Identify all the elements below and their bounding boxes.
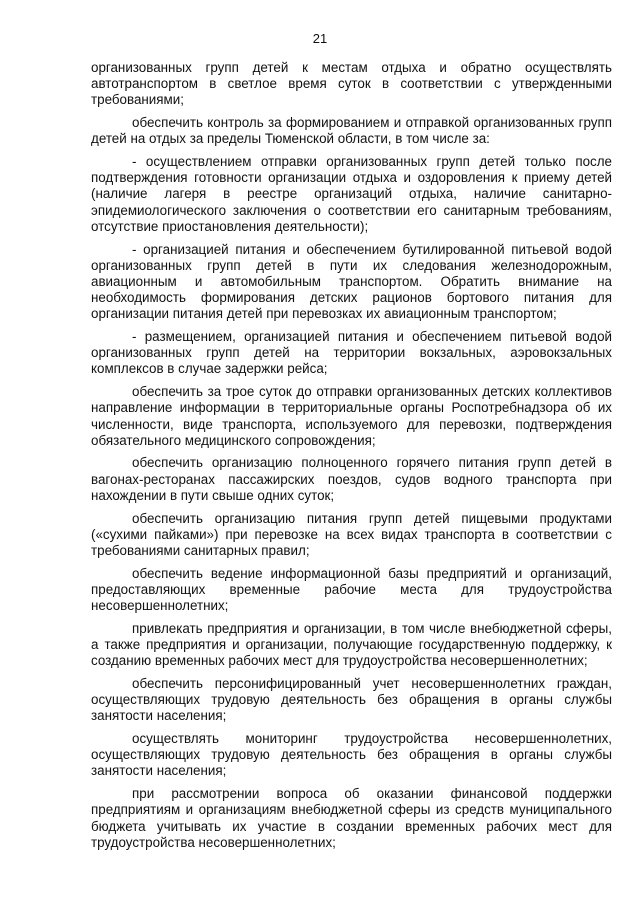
list-item: - размещением, организацией питания и обеспечением питьевой водой организованных групп детей на территории вокзальных, аэровокзальных комплексов в случае задержки рейса; [91,329,612,377]
paragraph: обеспечить организацию питания групп детей пищевыми продуктами («сухими пайками») при перевозке на всех видах транспорта в соответствии с требованиями санитарных правил; [91,510,612,558]
paragraph: обеспечить персонифицированный учет несовершеннолетних граждан, осуществляющих трудовую деятельность без обращения в органы службы занятости населения; [91,675,612,724]
paragraph: привлекать предприятия и организации, в том числе внебюджетной сферы, а также предприятия и организации, получающие государственную поддержку, к созданию временных рабочих мест для трудоустройства несовершеннолетних; [91,620,612,669]
paragraph: обеспечить организацию полноценного горячего питания групп детей в вагонах-ресторанах пассажирских поездов, судов водного транспорта при нахождении в пути свыше одних суток; [91,455,612,503]
list-item: - осуществлением отправки организованных групп детей только после подтверждения готовности организации отдыха и оздоровления к приему детей (наличие лагеря в реестре организаций отдыха, наличие санитарно-эпидемиологического заключения о соответствии его санитарным требованиям, отсутствие приостановления деятельности); [91,154,612,234]
document-body [91,60,612,857]
paragraph: обеспечить ведение информационной базы предприятий и организаций, предоставляющих временные рабочие места для трудоустройства несовершеннолетних; [91,565,612,614]
paragraph: осуществлять мониторинг трудоустройства несовершеннолетних, осуществляющих трудовую деятельность без обращения в органы службы занятости населения; [91,731,612,779]
paragraph: обеспечить за трое суток до отправки организованных детских коллективов направление информации в территориальные органы Роспотребнадзора об их численности, виде транспорта, используемого для перевозки, подтверждения обязательного медицинского сопровождения; [91,384,612,448]
paragraph: обеспечить контроль за формированием и отправкой организованных групп детей на отдых за пределы Тюменской области, в том числе за: [91,115,612,147]
page-number: 21 [312,31,328,46]
paragraph-continuation: организованных групп детей к местам отдыха и обратно осуществлять автотранспортом в светлое время суток в соответствии с утвержденными требованиями; [91,60,612,108]
list-item: - организацией питания и обеспечением бутилированной питьевой водой организованных групп детей в пути их следования железнодорожным, авиационным и автомобильным транспортом. Обратить внимание на необходимость формирования детских рационов бортового питания для организации питания детей при перевозках их авиационным транспортом; [91,241,612,322]
paragraph: при рассмотрении вопроса об оказании финансовой поддержки предприятиям и организациям внебюджетной сферы из средств муниципального бюджета учитывать их участие в создании временных рабочих мест для трудоустройства несовершеннолетних; [91,786,612,850]
